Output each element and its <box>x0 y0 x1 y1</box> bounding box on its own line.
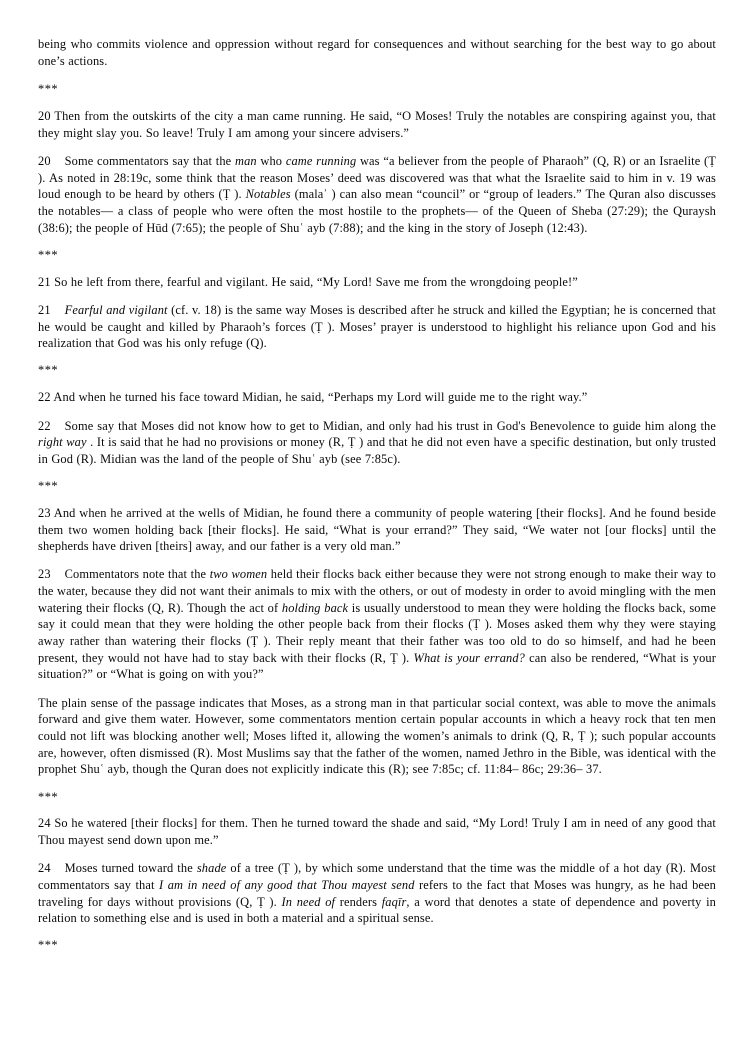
commentary-23 <box>38 566 716 683</box>
emphasis: Notables <box>245 187 291 202</box>
verse-23: 23 And when he arrived at the wells of Midian, he found there a community of people watering [their flocks]. And he found beside them two women holding back [their flocks]. He said, “What is your errand?” They said, “We water not [our flocks] until the shepherds have driven [theirs] away, and our father is a very old man.” <box>38 505 716 554</box>
commentary-text: Fearful and vigilant (cf. v. 18) is the same way Moses is described after he struck and killed the Egyptian; he is concerned that he would be caught and killed by Pharaoh’s forces (Ṭ ). Moses’ prayer is understood to highlight his reliance upon God and his realization that God was his only refuge (Q). <box>38 302 716 351</box>
emphasis: What is your errand? <box>413 650 526 665</box>
emphasis: right way <box>38 435 87 450</box>
commentary-24 <box>38 860 716 927</box>
verse-22: 22 And when he turned his face toward Midian, he said, “Perhaps my Lord will guide me to the right way.” <box>38 390 588 405</box>
commentary-text: Some commentators say that the man who came running was “a believer from the people of Pharaoh” (Q, R) or an Israelite (Ṭ ). As noted in 28:19c, some think that the reason Moses’ deed was discovered was that what the Israelite said to him in v. 19 was loud enough to be heard by others (Ṭ ). Notables (malaʾ ) can also mean “council” or “group of leaders.” The Quran also discusses the notables— a class of people who were often the most hostile to the prophets— of the Queen of Sheba (27:29); the Quraysh (38:6); the people of Hūd (7:65); the people of Shuʿ ayb (7:88); and the king in the story of Joseph (12:43). <box>38 154 716 235</box>
commentary-22 <box>38 418 716 468</box>
commentary-verse-number: 24 <box>38 861 51 876</box>
opening-paragraph: being who commits violence and oppression without regard for consequences and without searching for the best way to go about one’s actions. <box>38 37 716 68</box>
commentary-20 <box>38 153 716 236</box>
emphasis: In need of <box>281 894 336 909</box>
plain-sense-paragraph: The plain sense of the passage indicates that Moses, as a strong man in that particular social context, was able to move the animals forward and give them water. However, some commentators mention certain popular accounts in which a heavy rock that ten men could not lift was blocking another well; Moses lifted it, allowing the women’s animals to drink (Q, R, Ṭ ); such popular accounts are, however, often dismissed (R). Most Muslims say that the father of the women, named Jethro in the Bible, was identical with the prophet Shuʿ ayb, though the Quran does not explicitly indicate this (R); see 7:85c; cf. 11:84– 86c; 29:36– 37. <box>38 695 716 777</box>
section-separator-6: *** <box>38 938 59 953</box>
emphasis: faqīr <box>381 894 407 909</box>
commentary-verse-number: 23 <box>38 567 51 582</box>
emphasis: holding back <box>281 600 349 615</box>
emphasis: came running <box>285 154 357 169</box>
commentary-verse-number: 21 <box>38 302 51 317</box>
commentary-text: Moses turned toward the shade of a tree (Ṭ ), by which some understand that the time was the middle of a hot day (R). Most commentators say that I am in need of any good that Thou mayest send refers to the fact that Moses was hungry, as he had been traveling for days without provisions (Q, Ṭ ). In need of renders faqīr, a word that denotes a state of dependence and poverty in relation to something else and is used in both a material and a spiritual sense. <box>38 861 716 926</box>
section-separator-1: *** <box>38 82 59 97</box>
document-body <box>38 36 716 953</box>
commentary-21 <box>38 302 716 352</box>
emphasis: I am in need of any good that Thou mayest send <box>159 877 415 892</box>
commentary-verse-number: 20 <box>38 154 51 169</box>
section-separator-4: *** <box>38 479 59 494</box>
emphasis: man <box>235 154 257 169</box>
section-separator-2: *** <box>38 247 59 262</box>
emphasis: Fearful and vigilant <box>64 302 168 317</box>
emphasis: two women <box>209 567 268 582</box>
commentary-text: Some say that Moses did not know how to get to Midian, and only had his trust in God's Benevolence to guide him along the right way . It is said that he had no provisions or money (R, Ṭ ) and that he did not even have a specific destination, but only trusted in God (R). Midian was the land of the people of Shuʿ ayb (see 7:85c). <box>38 418 716 466</box>
verse-24: 24 So he watered [their flocks] for them. Then he turned toward the shade and said, “My Lord! Truly I am in need of any good that Thou mayest send down upon me.” <box>38 816 716 848</box>
section-separator-3: *** <box>38 363 59 378</box>
commentary-text: Commentators note that the two women held their flocks back either because they were not strong enough to make their way to the water, because they did not want their animals to mix with the others, or out of modesty in order to avoid mingling with the men watering their flocks (Q, R). Though the act of holding back is usually understood to mean they were holding the flocks back, some say it could mean that they were holding the other people back from their flocks (Ṭ ). Moses asked them why they were staying away rather than watering their flocks (Ṭ ). Their reply meant that their father was too old to do so himself, and had he been present, they would not have had to stay back with their flocks (R, Ṭ ). What is your errand? can also be rendered, “What is your situation?” or “What is going on with you?” <box>38 567 717 682</box>
verse-20: 20 Then from the outskirts of the city a man came running. He said, “O Moses! Truly the notables are conspiring against you, that they might slay you. So leave! Truly I am among your sincere advisers.” <box>38 109 716 140</box>
commentary-verse-number: 22 <box>38 418 51 433</box>
verse-21: 21 So he left from there, fearful and vigilant. He said, “My Lord! Save me from the wrongdoing people!” <box>38 274 578 289</box>
emphasis: shade <box>196 861 227 876</box>
section-separator-5: *** <box>38 789 59 804</box>
